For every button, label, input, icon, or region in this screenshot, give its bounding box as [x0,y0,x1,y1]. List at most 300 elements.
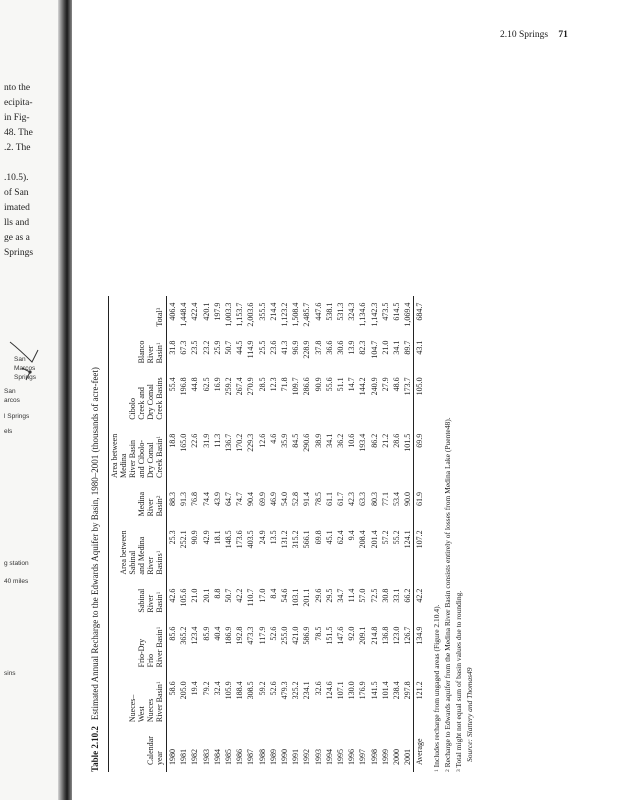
value-cell: 50.7 [224,340,234,355]
value-cell: 2,003.6 [246,302,256,327]
value-cell: 117.9 [257,626,267,645]
table-row [212,296,223,772]
value-cell: 196.8 [179,377,189,396]
value-cell: 44.8 [190,377,200,392]
value-cell: 406.4 [168,302,177,321]
value-cell: 315.2 [291,530,301,549]
left-page-line: Springs [4,248,34,258]
value-cell: 214.8 [369,626,379,645]
value-cell: 92.0 [347,626,357,641]
value-cell: 33.1 [392,588,402,603]
value-cell: 34.1 [324,433,334,448]
year-cell: 1993 [313,749,323,765]
value-cell: 259.2 [224,377,234,396]
year-cell: 1995 [336,749,346,765]
value-cell: 90.4 [246,491,256,506]
value-cell: 64.7 [224,491,234,506]
value-cell: 355.5 [257,302,267,321]
footnote: $^2$ Recharge to Edwards aquifer from the Medina River Basin consists entirely of losses from Medina Lake (Puente48). [443,417,452,772]
value-cell: 238.4 [392,681,402,700]
left-page-line: nto the [4,83,31,93]
value-cell: 40.4 [212,626,222,641]
book-gutter [58,0,72,800]
value-cell: 63.3 [358,491,368,506]
value-cell: 90.9 [313,377,323,392]
value-cell: 23.5 [190,340,200,355]
value-cell: 77.1 [380,491,390,506]
table-row [223,296,234,772]
value-cell: 55.4 [168,377,177,392]
column-header: Calendar year [109,729,167,772]
value-cell: 270.9 [246,377,256,396]
value-cell: 325.2 [291,681,301,700]
column-header: Frio-Dry Frio River Basin$^1$ [109,620,167,675]
value-cell: 44.5 [235,340,245,355]
value-cell: 88.3 [168,491,177,506]
value-cell: 147.6 [336,626,346,645]
value-cell: 32.6 [313,681,323,696]
value-cell: 11.3 [212,433,222,448]
value-cell: 28.5 [257,377,267,392]
value-cell: 58.6 [168,681,177,696]
value-cell: 86.2 [369,433,379,448]
header-row [109,296,167,772]
value-cell: 186.9 [224,626,234,645]
value-cell: 126.7 [403,626,413,645]
table-row [201,296,212,772]
value-cell: 205.0 [179,681,189,700]
map-label: 40 miles [4,578,29,585]
value-cell: 78.5 [313,491,323,506]
year-cell: 1997 [358,749,368,765]
value-cell: 105.9 [224,681,234,700]
value-cell: 85.6 [168,626,177,641]
value-cell: 538.1 [324,302,334,321]
value-cell: 72.5 [369,588,379,603]
value-cell: 14.7 [347,377,357,392]
value-cell: 57.2 [380,530,390,545]
table-row [257,296,268,772]
table-row [189,296,200,772]
value-cell: 80.3 [369,491,379,506]
value-cell: 165.0 [179,433,189,452]
value-cell: 50.7 [224,588,234,603]
value-cell: 290.6 [302,433,312,452]
footnote: $^3$ Total might not equal sum of basin values due to rounding. [454,590,463,772]
value-cell: 53.4 [392,491,402,506]
value-cell: 55.6 [324,377,334,392]
value-cell: 234.1 [302,681,312,700]
value-cell: 286.6 [302,377,312,396]
recharge-table [108,296,426,772]
map-label: l Springs [4,413,30,420]
left-page-line: .2. The [4,143,31,153]
value-cell: 91.4 [302,491,312,506]
value-cell: 107.2 [414,523,426,581]
value-cell: 90.0 [403,491,413,506]
average-row [414,296,426,772]
column-header: Area between Medina River Basin and Cibolo- Dry Comal Creek Basin$^1$ [109,427,167,485]
value-cell: 35.9 [280,433,290,448]
value-cell: 148.5 [224,530,234,549]
value-cell: 365.2 [179,626,189,645]
value-cell: 201.4 [369,530,379,549]
value-cell: 42.9 [201,530,211,545]
value-cell: 586.9 [302,626,312,645]
table-caption [90,367,100,772]
value-cell: 28.6 [392,433,402,448]
left-page-line: imated [4,203,30,213]
value-cell: 21.0 [380,340,390,355]
value-cell: 173.7 [403,377,413,396]
value-cell: 17.0 [257,588,267,603]
column-header: Blanco River Basin$^1$ [109,334,167,371]
value-cell: 78.5 [313,626,323,641]
value-cell: 16.9 [212,377,222,392]
value-cell: 136.7 [224,433,234,452]
value-cell: 82.3 [358,340,368,355]
value-cell: 52.8 [291,491,301,506]
value-cell: 103.1 [291,588,301,607]
map-label: arcos [4,397,20,404]
footnote: $^1$ Includes recharge from ungaged areas (Figure 2.10.4). [432,604,441,772]
value-cell: 21.2 [380,433,390,448]
value-cell: 34.1 [392,340,402,355]
table-row [290,296,301,772]
value-cell: 1,448.4 [179,302,189,327]
value-cell: 25.3 [168,530,177,545]
value-cell: 101.4 [380,681,390,700]
value-cell: 20.1 [201,588,211,603]
year-cell: 1980 [168,749,177,765]
year-cell: 1986 [235,749,245,765]
left-page-line: .10.5). [4,173,29,183]
value-cell: 8.4 [268,588,278,599]
value-cell: 48.6 [392,377,402,392]
value-cell: 52.6 [268,626,278,641]
running-head [500,30,568,40]
value-cell: 90.9 [190,530,200,545]
value-cell: 134.9 [414,620,426,675]
table-row [279,296,290,772]
value-cell: 45.1 [324,530,334,545]
value-cell: 170.2 [235,433,245,452]
value-cell: 51.1 [336,377,346,392]
value-cell: 1,069.4 [403,302,413,327]
value-cell: 41.3 [280,340,290,355]
map-label: San [14,356,26,363]
value-cell: 1,003.3 [224,302,234,327]
value-cell: 130.0 [347,681,357,700]
value-cell: 105.0 [414,370,426,426]
year-cell: 1985 [224,749,234,765]
table-title: Estimated Annual Recharge to the Edwards Aquifer by Basin, 1980–2001 (thousands of acre-feet) [90,367,100,721]
value-cell: 479.3 [280,681,290,700]
value-cell: 69.9 [414,427,426,485]
value-cell: 19.4 [190,681,200,696]
value-cell: 228.9 [302,340,312,359]
year-cell: 1984 [212,749,222,765]
year-cell: 1998 [369,749,379,765]
value-cell: 110.7 [246,588,256,607]
left-page-line: ge as a [4,233,30,243]
map-label: g station [4,560,29,567]
value-cell: 1,134.6 [358,302,368,327]
map-label: San [4,388,16,395]
value-cell: 67.3 [179,340,189,355]
value-cell: 176.9 [358,681,368,700]
value-cell: 144.2 [358,377,368,396]
rotated-table-block [88,40,608,780]
value-cell: 25.9 [212,340,222,355]
map-label: Marcos [14,365,36,372]
table-row [324,296,335,772]
value-cell: 124.1 [403,530,413,549]
value-cell: 252.1 [179,530,189,549]
value-cell: 36.6 [324,340,334,355]
table-row [268,296,279,772]
page-number: 71 [558,30,568,40]
value-cell: 84.5 [291,433,301,448]
value-cell: 2,485.7 [302,302,312,327]
value-cell: 61.7 [336,491,346,506]
value-cell: 31.8 [168,340,177,355]
value-cell: 324.3 [347,302,357,321]
value-cell: 188.4 [235,681,245,700]
value-cell: 21.0 [190,588,200,603]
value-cell: 192.8 [235,626,245,645]
value-cell: 71.8 [280,377,290,392]
value-cell: 11.4 [347,588,357,603]
year-cell: 1992 [302,749,312,765]
value-cell: 473.5 [380,302,390,321]
value-cell: 69.9 [257,491,267,506]
value-cell: 9.4 [347,530,357,541]
left-page-fragment [0,0,58,800]
value-cell: 42.2 [235,588,245,603]
value-cell: 614.5 [392,302,402,321]
value-cell: 89.7 [403,340,413,355]
year-cell: 2001 [403,749,413,765]
table-source: Source: Slattery and Thomas49 [465,667,474,762]
table-row [335,296,346,772]
column-header: Medina River Basin$^2$ [109,485,167,523]
value-cell: 54.0 [280,491,290,506]
value-cell: 29.6 [313,588,323,603]
year-cell: 1990 [280,749,290,765]
table-row [313,296,324,772]
value-cell: 240.9 [369,377,379,396]
value-cell: 36.2 [336,433,346,448]
value-cell: 38.9 [313,433,323,448]
left-page-line: 48. The [4,128,33,138]
value-cell: 255.0 [280,626,290,645]
value-cell: 24.9 [257,530,267,545]
value-cell: 12.3 [268,377,278,392]
value-cell: 13.5 [268,530,278,545]
year-cell: 2000 [392,749,402,765]
value-cell: 1,142.3 [369,302,379,327]
table-row [391,296,402,772]
value-cell: 1,123.2 [280,302,290,327]
value-cell: 12.6 [257,433,267,448]
value-cell: 96.9 [291,340,301,355]
table-number: Table 2.10.2 [90,726,100,772]
table-row [369,296,380,772]
value-cell: 1,508.4 [291,302,301,327]
value-cell: 76.8 [190,491,200,506]
value-cell: 42.3 [347,491,357,506]
year-cell: 1982 [190,749,200,765]
year-cell: 1991 [291,749,301,765]
value-cell: 32.4 [212,681,222,696]
year-cell: 1989 [268,749,278,765]
year-cell: 1983 [201,749,211,765]
value-cell: 42.2 [414,582,426,620]
value-cell: 54.6 [280,588,290,603]
value-cell: 107.1 [336,681,346,700]
left-page-line: ecipita- [4,98,33,108]
table-row [178,296,189,772]
value-cell: 74.4 [201,491,211,506]
map-label: sins [4,670,16,677]
value-cell: 18.1 [212,530,222,545]
map-label: els [4,428,13,435]
value-cell: 43.1 [414,334,426,371]
value-cell: 566.1 [302,530,312,549]
value-cell: 209.1 [358,626,368,645]
year-cell: 1999 [380,749,390,765]
value-cell: 136.8 [380,626,390,645]
left-page-line: in Fig- [4,113,30,123]
value-cell: 69.8 [313,530,323,545]
value-cell: 531.3 [336,302,346,321]
value-cell: 105.6 [179,588,189,607]
year-cell: 1988 [257,749,267,765]
value-cell: 62.5 [201,377,211,392]
value-cell: 62.4 [336,530,346,545]
value-cell: 31.9 [201,433,211,448]
value-cell: 297.8 [403,681,413,700]
value-cell: 193.4 [358,433,368,452]
value-cell: 85.9 [201,626,211,641]
year-cell: 1987 [246,749,256,765]
value-cell: 46.9 [268,491,278,506]
left-page-line: lls and [4,218,30,228]
value-cell: 43.9 [212,491,222,506]
value-cell: 61.9 [414,485,426,523]
value-cell: 473.3 [246,626,256,645]
value-cell: 684.7 [414,296,426,334]
value-cell: 123.0 [392,626,402,645]
value-cell: 403.5 [246,530,256,549]
value-cell: 8.8 [212,588,222,599]
year-cell: 1981 [179,749,189,765]
value-cell: 79.2 [201,681,211,696]
table-row [234,296,245,772]
value-cell: 74.7 [235,491,245,506]
left-page-line: of San [4,188,29,198]
value-cell: 208.4 [358,530,368,549]
value-cell: 13.9 [347,340,357,355]
value-cell: 447.6 [313,302,323,321]
value-cell: 55.2 [392,530,402,545]
table-body [167,296,426,772]
value-cell: 91.3 [179,491,189,506]
value-cell: 27.9 [380,377,390,392]
value-cell: 42.6 [168,588,177,603]
value-cell: 422.4 [190,302,200,321]
value-cell: 420.1 [201,302,211,321]
value-cell: 173.6 [235,530,245,549]
value-cell: 23.6 [268,340,278,355]
value-cell: 34.7 [336,588,346,603]
value-cell: 1,153.7 [235,302,245,327]
value-cell: 124.6 [324,681,334,700]
table-row [357,296,368,772]
table-row [301,296,312,772]
value-cell: 101.5 [403,433,413,452]
value-cell: 4.6 [268,433,278,444]
value-cell: 30.6 [336,340,346,355]
map-label: Springs [14,374,37,381]
value-cell: 52.6 [268,681,278,696]
value-cell: 214.4 [268,302,278,321]
value-cell: 59.2 [257,681,267,696]
value-cell: 201.1 [302,588,312,607]
value-cell: 18.8 [168,433,177,448]
table-row [245,296,256,772]
value-cell: 114.9 [246,340,256,359]
value-cell: 141.5 [369,681,379,700]
value-cell: 30.8 [380,588,390,603]
value-cell: 22.6 [190,433,200,448]
value-cell: 151.5 [324,626,334,645]
section-label: 2.10 Springs [500,30,549,40]
value-cell: 104.7 [369,340,379,359]
value-cell: 37.8 [313,340,323,355]
table-row [402,296,414,772]
value-cell: 57.0 [358,588,368,603]
value-cell: 267.4 [235,377,245,396]
column-header: Area between Sabinal and Medina River Basins$^1$ [109,523,167,581]
table-row [167,296,179,772]
value-cell: 29.5 [324,588,334,603]
column-header: Total$^3$ [109,296,167,334]
year-cell: Average [414,729,426,772]
value-cell: 421.0 [291,626,301,645]
table-row [380,296,391,772]
value-cell: 10.6 [347,433,357,448]
value-cell: 123.4 [190,626,200,645]
column-header: Nueces– West Nueces River Basin$^1$ [109,674,167,729]
value-cell: 23.2 [201,340,211,355]
value-cell: 229.3 [246,433,256,452]
column-header: Sabinal River Basin$^1$ [109,582,167,620]
column-header: Cibolo Creek and Dry Comal Creek Basins [109,370,167,426]
year-cell: 1996 [347,749,357,765]
value-cell: 308.5 [246,681,256,700]
value-cell: 197.9 [212,302,222,321]
value-cell: 109.7 [291,377,301,396]
value-cell: 25.5 [257,340,267,355]
table-row [346,296,357,772]
value-cell: 61.1 [324,491,334,506]
value-cell: 131.2 [280,530,290,549]
year-cell: 1994 [324,749,334,765]
value-cell: 66.2 [403,588,413,603]
value-cell: 121.2 [414,674,426,729]
